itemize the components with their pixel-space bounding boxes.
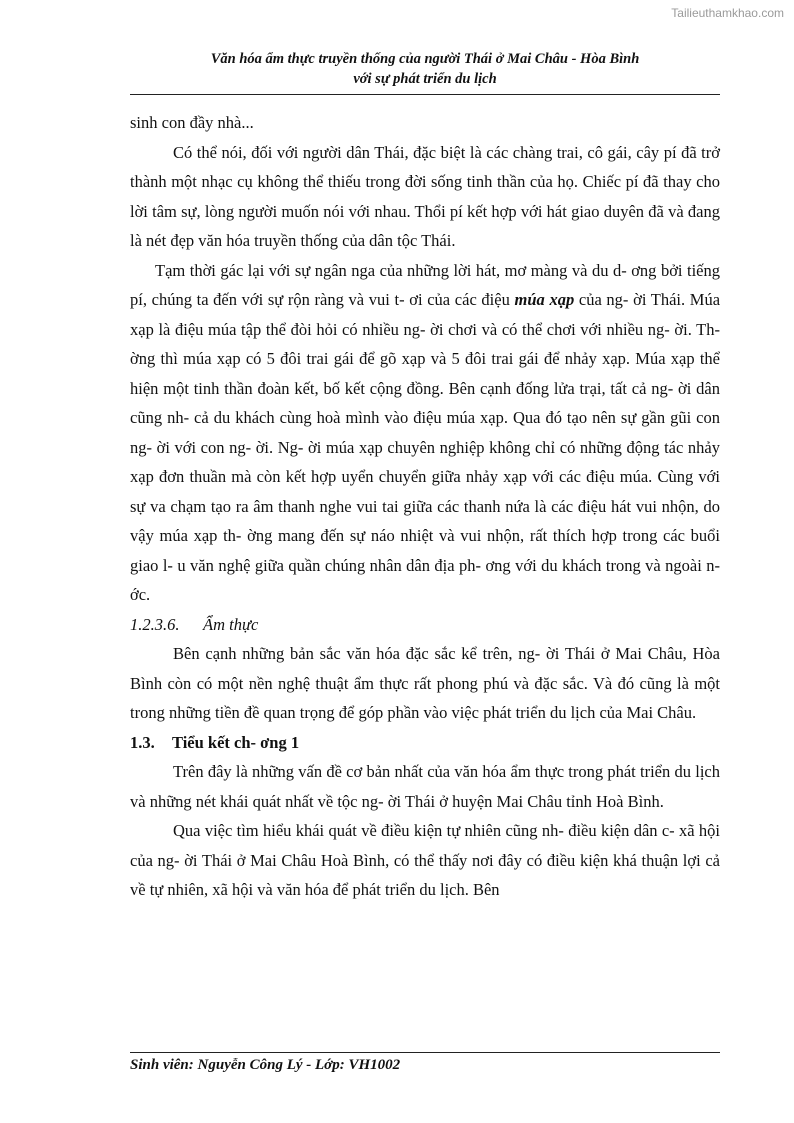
- footer-divider: [130, 1052, 720, 1053]
- paragraph-conclusion: Qua việc tìm hiểu khái quát về điều kiện tự nhiên cũng nh- điều kiện dân c- xã hội của ng- ời Thái ở Mai Châu Hoà Bình, có thể thấy nơi đây có điều kiện khá thuận lợi cả về tự nhiên, xã hội và văn hóa để phát triển du lịch. Bên: [130, 821, 720, 899]
- page-body: [130, 108, 720, 905]
- paragraph-mua-xap-intro: Tạm thời gác lại với sự ngân nga của những lời hát, mơ màng và du d- ơng bởi tiếng pí, chúng ta đến với sự rộn ràng và vui t- ơi của các điệu: [130, 260, 720, 309]
- paragraph-am-thuc: Bên cạnh những bản sắc văn hóa đặc sắc kể trên, ng- ời Thái ở Mai Châu, Hòa Bình còn có một nền nghệ thuật ẩm thực rất phong phú và đặc sắc. Và đó cũng là một trong những tiền đề quan trọng để góp phần vào việc phát triển du lịch của Mai Châu.: [130, 644, 720, 722]
- paragraph-mua-xap-body: của ng- ời Thái. Múa xạp là điệu múa tập thể đòi hỏi có nhiều ng- ời chơi và có thể chơi với nhiều ng- ời. Th- ờng thì múa xạp có 5 đôi trai gái để gõ xạp và 5 đôi trai gái để nhảy xạp. Múa xạp thể hiện một tinh thần đoàn kết, bố kết cộng đồng. Bên cạnh đống lửa trại, tất cả ng- ời dân cũng nh- cả du khách cùng hoà mình vào điệu múa xạp. Qua đó tạo nên sự gần gũi con ng- ời với con ng- ời. Ng- ời múa xạp chuyên nghiệp không chỉ có những động tác nhảy xạp đơn thuần mà còn kết hợp uyển chuyển giữa nhảy xạp với các điệu múa. Cùng với sự va chạm tạo ra âm thanh nghe vui tai giữa các thanh nứa là các điệu hát vui nhộn, do vậy múa xạp th- ờng mang đến sự náo nhiệt và vui nhộn, rất thích hợp trong các buổi giao l- u văn nghệ giữa quần chúng nhân dân địa ph- ơng với du khách trong và ngoài n- ớc.: [130, 290, 721, 604]
- watermark-text: Tailieuthamkhao.com: [671, 6, 784, 20]
- section-heading: [130, 728, 720, 758]
- paragraph-summary: Trên đây là những vấn đề cơ bản nhất của văn hóa ẩm thực trong phát triển du lịch và những nét khái quát nhất về tộc ng- ời Thái ở huyện Mai Châu tỉnh Hoà Bình.: [130, 762, 720, 811]
- emphasis-mua-xap: múa xạp: [514, 290, 575, 309]
- subsection-title: Ẩm thực: [203, 614, 259, 634]
- subsection-number: 1.2.3.6.: [130, 614, 180, 634]
- header-divider: [130, 94, 720, 95]
- paragraph-pi-instrument: Có thể nói, đối với người dân Thái, đặc biệt là các chàng trai, cô gái, cây pí đã trở thành một nhạc cụ không thể thiếu trong đời sống tinh thần của họ. Chiếc pí đã thay cho lời tâm sự, lòng người muốn nói với nhau. Thổi pí kết hợp với hát giao duyên đã và đang là nét đẹp văn hóa truyền thống của dân tộc Thái.: [130, 142, 720, 250]
- paragraph-continuation: sinh con đầy nhà...: [130, 113, 254, 132]
- subsection-heading: [130, 610, 720, 640]
- paragraph-mua-xap: [130, 256, 720, 610]
- section-title: Tiểu kết ch- ơng 1: [172, 732, 300, 752]
- header-line-1: Văn hóa ẩm thực truyền thống của người Thái ở Mai Châu - Hòa Bình: [210, 51, 640, 67]
- page-footer: Sinh viên: Nguyễn Công Lý - Lớp: VH1002: [130, 1057, 401, 1073]
- section-number: 1.3.: [130, 732, 155, 752]
- header-line-2: với sự phát triển du lịch: [353, 71, 497, 87]
- page-header: [130, 49, 720, 89]
